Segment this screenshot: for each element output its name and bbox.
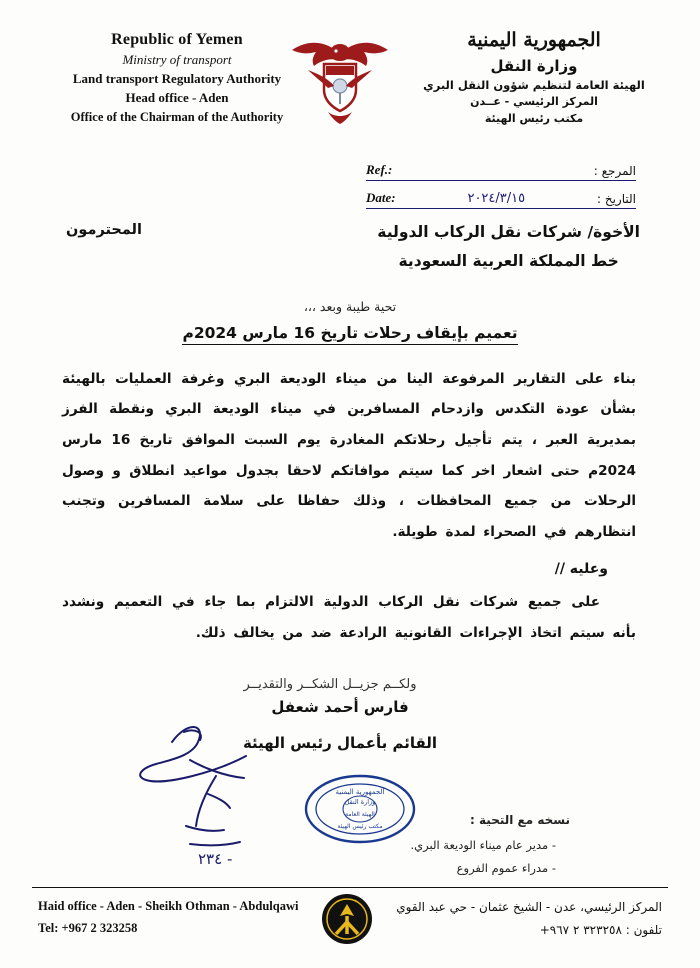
yemen-eagle-emblem-icon <box>284 24 396 128</box>
date-value: ٢٠٢٤/٣/١٥ <box>467 191 526 206</box>
header-office-en: Head office - Aden <box>125 89 229 105</box>
respect-label: المحترمون <box>66 222 142 238</box>
paragraph-1: بناء على التقارير المرفوعة الينا من ميناء الوديعة البري وغرفة العمليات بالهيئة بشأن عودة التكدس وازدحام المسافرين في ميناء الوديعة البري ونقطة الفرز بمديرية العبر ، يتم تأجيل رحلاتكم المغادرة يوم السبت الموافق تاريخ 16 مارس 2024م حتى اشعار اخر كما سيتم موافاتكم لاحقا بجدول مواعيد انطلاق و وصول الرحلات من جميع المحافظات ، وذلك حفاظا على سلامة المسافرين وتجنب انتظارهم في الصحراء لمدة طويلة. <box>62 370 636 540</box>
authority-logo-icon <box>319 892 375 946</box>
document-footer <box>32 887 668 946</box>
upon-it-label: وعليه // <box>554 561 608 578</box>
addressee-line-1: الأخوة/ شركات نقل الركاب الدولية <box>377 223 640 241</box>
reference-date-box <box>366 162 636 218</box>
svg-text:الهيئة العامة: الهيئة العامة <box>345 811 375 818</box>
header-english-block <box>52 28 302 126</box>
svg-text:وزارة النقل: وزارة النقل <box>344 798 376 806</box>
footer-arabic-block <box>396 896 668 942</box>
header-authority-en: Land transport Regulatory Authority <box>72 71 282 87</box>
official-round-stamp-icon <box>300 770 420 848</box>
signature-block <box>0 698 700 752</box>
footer-english-block <box>32 896 298 940</box>
reference-row <box>366 162 636 181</box>
ref-label-ar: المرجع : <box>593 164 636 178</box>
letter-body <box>0 218 700 752</box>
header-chairman-office-ar: مكتب رئيس الهيئة <box>484 111 584 125</box>
svg-text:مكتب رئيس الهيئة: مكتب رئيس الهيئة <box>337 823 383 830</box>
footer-tel-en: Tel: +967 2 323258 <box>38 920 138 935</box>
date-row <box>366 190 636 209</box>
subject-text: تعميم بإيقاف رحلات تاريخ 16 مارس 2024م <box>182 324 517 345</box>
header-country-ar: الجمهورية اليمنية <box>467 29 601 51</box>
header-arabic-block <box>414 26 654 127</box>
signer-title: القائم بأعمال رئيس الهيئة <box>242 733 438 752</box>
header-ministry-en: Ministry of transport <box>122 52 232 68</box>
svg-text:٢٣٤ -: ٢٣٤ - <box>198 850 233 868</box>
header-office-ar: المركز الرئيسي - عــدن <box>470 95 598 109</box>
paragraph-2: على جميع شركات نقل الركاب الدولية الالتزام بما جاء في التعميم ونشدد بأنه سيتم اتخاذ الإجراءات القانونية الرادعة ضد من يخالف ذلك. <box>62 594 636 641</box>
header-country-en: Republic of Yemen <box>111 31 243 48</box>
footer-address-ar: المركز الرئيسي، عدن - الشيخ عثمان - حي عبد القوي <box>396 900 662 914</box>
header-authority-ar: الهيئة العامة لتنظيم شؤون النقل البري <box>423 78 645 92</box>
cc-title: نسخه مع التحية : <box>470 813 570 827</box>
svg-text:الجمهورية اليمنية: الجمهورية اليمنية <box>335 788 385 796</box>
ref-label-en: Ref.: <box>366 162 393 177</box>
header-chairman-office-en: Office of the Chairman of the Authority <box>70 109 284 124</box>
cc-item: - مدراء عموم الفروع <box>410 857 556 880</box>
date-label-ar: التاريخ : <box>596 192 636 206</box>
footer-tel-ar: تلفون : ٣٢٣٢٥٨ ٢ ٩٦٧+ <box>539 922 662 937</box>
cc-list <box>410 808 570 880</box>
signer-name: فارس أحمد شعفل <box>271 697 409 716</box>
header-ministry-ar: وزارة النقل <box>490 56 578 75</box>
date-label-en: Date: <box>366 190 396 205</box>
cc-items <box>410 834 570 880</box>
document-header <box>0 0 700 140</box>
cc-item: - مدير عام ميناء الوديعة البري. <box>410 834 556 857</box>
footer-address-en: Haid office - Aden - Sheikh Othman - Abdulqawi <box>38 899 299 913</box>
subject-line <box>0 324 700 342</box>
addressee-row <box>0 218 700 277</box>
addressee-line-2: خط المملكة العربية السعودية <box>398 252 619 271</box>
addressee-block <box>377 218 640 277</box>
closing-line: ولكــم جزيــل الشكــر والتقديــر <box>243 676 417 692</box>
greeting-line: تحية طيبة وبعد ،،، <box>303 298 397 314</box>
